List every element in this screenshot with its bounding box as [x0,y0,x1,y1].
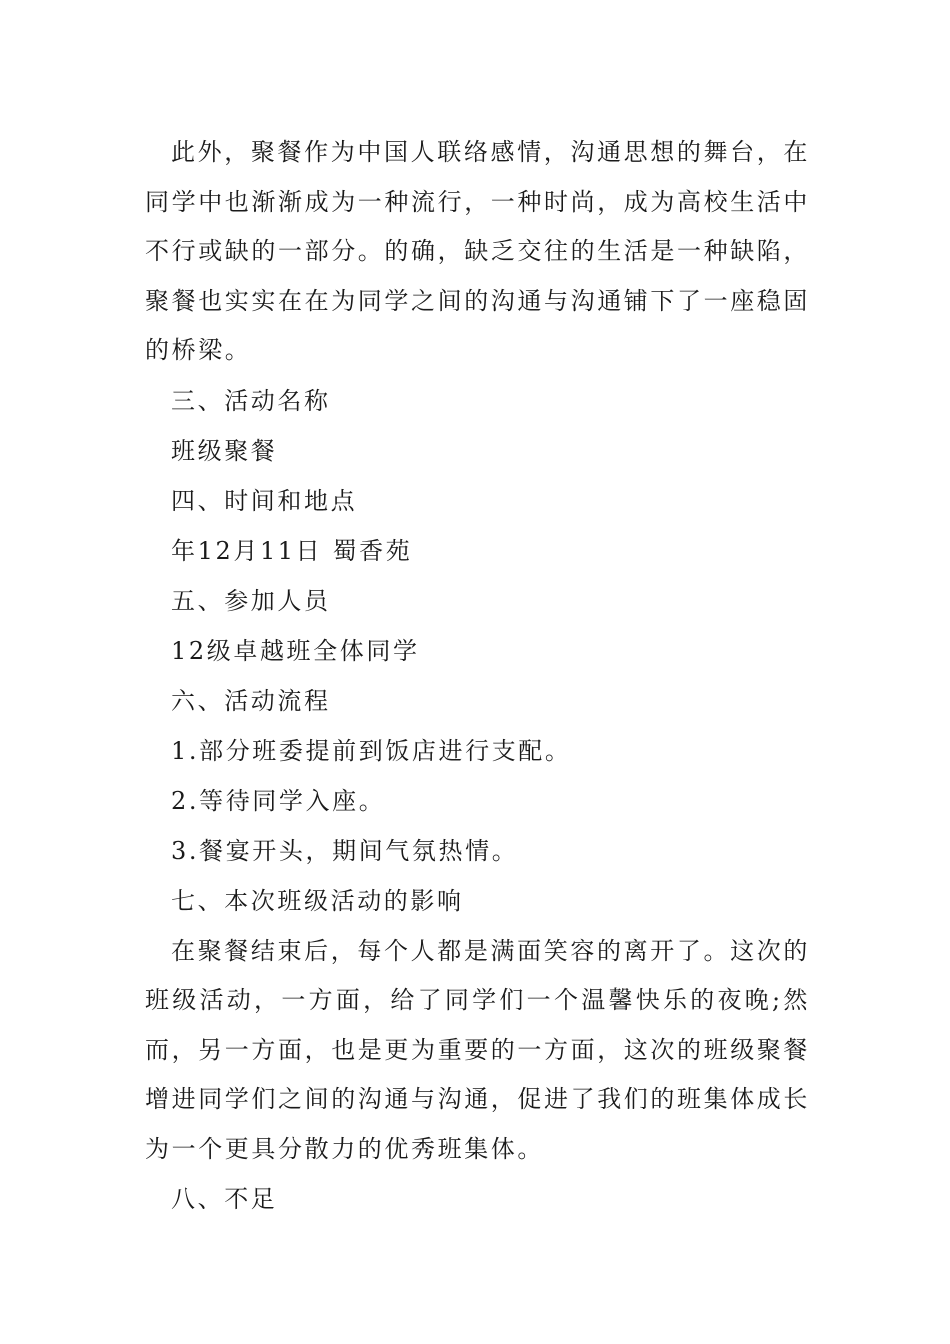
section-heading-process: 六、活动流程 [171,686,331,715]
document-body [145,128,810,1224]
process-step: 3.餐宴开头，期间气氛热情。 [171,836,519,865]
intro-paragraph: 此外，聚餐作为中国人联络感情，沟通思想的舞台，在同学中也渐渐成为一种流行，一种时尚，成为高校生活中不行或缺的一部分。的确，缺乏交往的生活是一种缺陷，聚餐也实实在在为同学之间的沟通与沟通铺下了一座稳固的桥梁。 [145,138,810,364]
time-place-text: 年12月11日 蜀香苑 [171,536,413,565]
process-step: 1.部分班委提前到饭店进行支配。 [171,736,572,765]
activity-name-text: 班级聚餐 [171,436,278,465]
section-heading-participants: 五、参加人员 [171,586,331,615]
process-step: 2.等待同学入座。 [171,786,386,815]
section-heading-time-place: 四、时间和地点 [171,486,358,515]
section-heading-activity-name: 三、活动名称 [171,386,331,415]
participants-text: 12级卓越班全体同学 [171,636,420,665]
impact-paragraph: 在聚餐结束后，每个人都是满面笑容的离开了。这次的班级活动，一方面，给了同学们一个温馨快乐的夜晚;然而，另一方面，也是更为重要的一方面，这次的班级聚餐增进同学们之间的沟通与沟通，促进了我们的班集体成长为一个更具分散力的优秀班集体。 [145,936,810,1163]
section-heading-impact: 七、本次班级活动的影响 [171,886,464,915]
section-heading-shortcomings: 八、不足 [171,1185,278,1213]
